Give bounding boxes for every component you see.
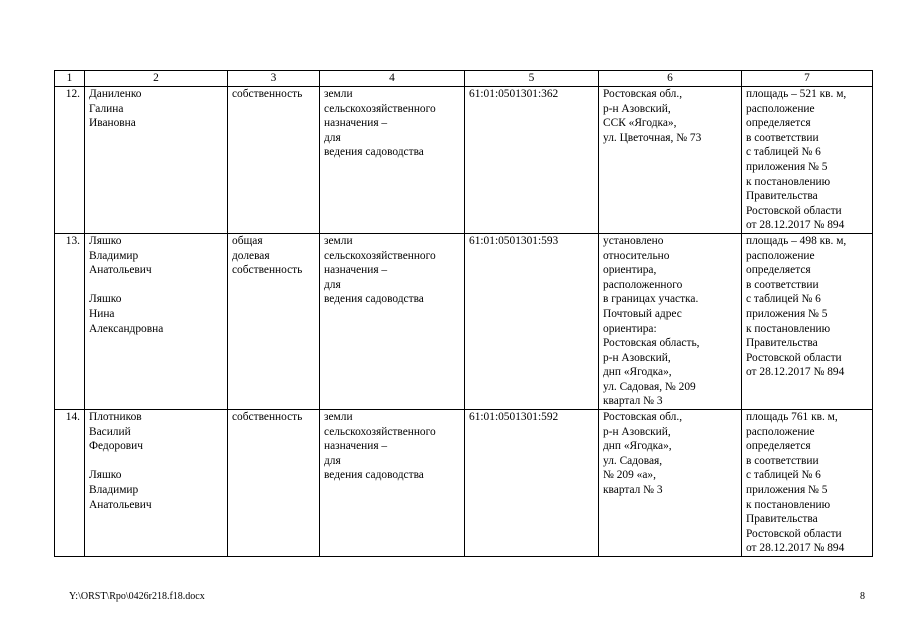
cell-text-line: общая — [232, 234, 263, 247]
cell-text-line: р-н Азовский, — [603, 102, 671, 115]
cell-text-line: ул. Садовая, № 209 — [603, 380, 696, 393]
cell-text-line: ведения садоводства — [324, 146, 424, 159]
cell-text-line: собственность — [232, 264, 303, 277]
cell-text-line: земли — [324, 411, 353, 424]
cell-text-line: Анатольевич — [89, 498, 152, 511]
cell-text-line: № 209 «а», — [603, 469, 656, 482]
cell-text-line: 61:01:0501301:592 — [469, 411, 559, 424]
cell-number — [55, 410, 85, 557]
table-row — [55, 233, 873, 409]
page-number: 8 — [860, 591, 865, 602]
cell-text-line: Ростовская обл., — [603, 88, 683, 100]
cell-text-line: Федорович — [89, 440, 143, 453]
cell-text-line: сельскохозяйственного — [324, 425, 436, 438]
cell-text-line: расположение — [746, 102, 815, 115]
cell-number — [55, 87, 85, 234]
cell-text-line: ведения садоводства — [324, 469, 424, 482]
cell-text-line: Галина — [89, 102, 124, 115]
cell-text-line: установлено — [603, 234, 664, 247]
cell-text-line: Ростовской области — [746, 204, 842, 217]
column-header: 6 — [599, 71, 742, 87]
cell-text-line: от 28.12.2017 № 894 — [746, 219, 845, 232]
cell-right-type — [228, 87, 320, 234]
cell-text-line: Правительства — [746, 337, 818, 350]
cell-text-line: к постановлению — [746, 498, 831, 511]
cell-address — [599, 87, 742, 234]
cell-text-line: в соответствии — [746, 131, 819, 144]
cell-text-line: с таблицей № 6 — [746, 469, 821, 482]
table-row — [55, 410, 873, 557]
cell-text-line: Владимир — [89, 484, 139, 497]
column-header: 5 — [465, 71, 599, 87]
cell-text-line: ССК «Ягодка», — [603, 117, 677, 130]
cell-area-location — [742, 233, 873, 409]
cell-text-line: к постановлению — [746, 322, 831, 335]
cell-text-line: сельскохозяйственного — [324, 249, 436, 262]
cell-text-line: ориентира: — [603, 322, 657, 335]
cell-text-line: сельскохозяйственного — [324, 102, 436, 115]
cell-text-line: Ляшко — [89, 469, 122, 482]
cell-text-line: относительно — [603, 249, 670, 262]
cell-text-line: Правительства — [746, 513, 818, 526]
cell-text-line: расположенного — [603, 278, 683, 291]
cell-text-line: долевая — [232, 249, 270, 262]
cell-text-line: Плотников — [89, 411, 142, 424]
cell-text-line: 13. — [65, 234, 80, 247]
column-header: 1 — [55, 71, 85, 87]
cell-text-line: Нина — [89, 307, 115, 320]
cell-cadastral-number — [465, 233, 599, 409]
cell-text-line: р-н Азовский, — [603, 425, 671, 438]
column-header: 4 — [320, 71, 465, 87]
table-row — [55, 87, 873, 234]
cell-text-line: площадь – 498 кв. м, — [746, 234, 847, 247]
cell-text-line: Ивановна — [89, 117, 136, 130]
cell-cadastral-number — [465, 410, 599, 557]
cell-text-line: к постановлению — [746, 175, 831, 188]
cell-text-line: определяется — [746, 117, 811, 130]
cell-text-line: Ростовская область, — [603, 337, 700, 350]
column-header: 3 — [228, 71, 320, 87]
cell-text-line: приложения № 5 — [746, 160, 828, 173]
cell-text-line: Правительства — [746, 190, 818, 203]
cell-text-line: 12. — [65, 88, 80, 100]
cell-area-location — [742, 87, 873, 234]
cell-text-line: определяется — [746, 440, 811, 453]
cell-text-line: квартал № 3 — [603, 395, 663, 408]
cell-text-line: расположение — [746, 249, 815, 262]
cell-land-category — [320, 87, 465, 234]
cell-text-line: р-н Азовский, — [603, 351, 671, 364]
cell-text-line: с таблицей № 6 — [746, 293, 821, 306]
cell-text-line: земли — [324, 234, 353, 247]
cell-text-line: в границах участка. — [603, 293, 699, 306]
cell-cadastral-number — [465, 87, 599, 234]
cell-text-line: Даниленко — [89, 88, 142, 100]
column-header: 7 — [742, 71, 873, 87]
cell-text-line: в соответствии — [746, 454, 819, 467]
cell-text-line: с таблицей № 6 — [746, 146, 821, 159]
cell-text-line: 61:01:0501301:362 — [469, 88, 559, 100]
cell-owner — [85, 233, 228, 409]
land-plots-table — [54, 70, 873, 557]
cell-text-line: назначения – — [324, 117, 388, 130]
cell-text-line: Владимир — [89, 249, 139, 262]
cell-land-category — [320, 410, 465, 557]
cell-text-line: определяется — [746, 264, 811, 277]
cell-right-type — [228, 410, 320, 557]
cell-text-line: собственность — [232, 411, 303, 424]
cell-text-line: земли — [324, 88, 353, 100]
cell-text-line: днп «Ягодка», — [603, 440, 672, 453]
cell-text-line: приложения № 5 — [746, 307, 828, 320]
cell-text-line: Ростовская обл., — [603, 411, 683, 424]
cell-text-line: ул. Цветочная, № 73 — [603, 131, 702, 144]
cell-address — [599, 410, 742, 557]
cell-text-line: ул. Садовая, — [603, 454, 663, 467]
cell-text-line: для — [324, 131, 341, 144]
cell-text-line: от 28.12.2017 № 894 — [746, 366, 845, 379]
cell-text-line: Ляшко — [89, 293, 122, 306]
cell-text-line: площадь – 521 кв. м, — [746, 88, 847, 100]
cell-text-line: Ляшко — [89, 234, 122, 247]
cell-land-category — [320, 233, 465, 409]
cell-number — [55, 233, 85, 409]
cell-text-line: Ростовской области — [746, 527, 842, 540]
cell-text-line: ориентира, — [603, 264, 657, 277]
cell-area-location — [742, 410, 873, 557]
cell-text-line: от 28.12.2017 № 894 — [746, 542, 845, 555]
cell-address — [599, 233, 742, 409]
cell-text-line: ведения садоводства — [324, 293, 424, 306]
column-header: 2 — [85, 71, 228, 87]
cell-text-line: назначения – — [324, 440, 388, 453]
cell-text-line: 14. — [65, 411, 80, 424]
cell-text-line: Почтовый адрес — [603, 307, 682, 320]
cell-text-line: Анатольевич — [89, 264, 152, 277]
cell-owner — [85, 87, 228, 234]
cell-text-line: квартал № 3 — [603, 484, 663, 497]
cell-text-line: назначения – — [324, 264, 388, 277]
cell-text-line: площадь 761 кв. м, — [746, 411, 838, 424]
cell-text-line: Александровна — [89, 322, 164, 335]
cell-text-line: 61:01:0501301:593 — [469, 234, 559, 247]
cell-text-line: для — [324, 454, 341, 467]
footer-file-path: Y:\ORST\Rpo\0426r218.f18.docx — [69, 591, 205, 602]
cell-text-line: расположение — [746, 425, 815, 438]
cell-owner — [85, 410, 228, 557]
table-header-row — [55, 71, 873, 87]
cell-text-line: Василий — [89, 425, 131, 438]
cell-text-line: приложения № 5 — [746, 484, 828, 497]
cell-text-line: для — [324, 278, 341, 291]
cell-text-line: Ростовской области — [746, 351, 842, 364]
cell-text-line: в соответствии — [746, 278, 819, 291]
cell-right-type — [228, 233, 320, 409]
cell-text-line: собственность — [232, 88, 303, 100]
cell-text-line: днп «Ягодка», — [603, 366, 672, 379]
